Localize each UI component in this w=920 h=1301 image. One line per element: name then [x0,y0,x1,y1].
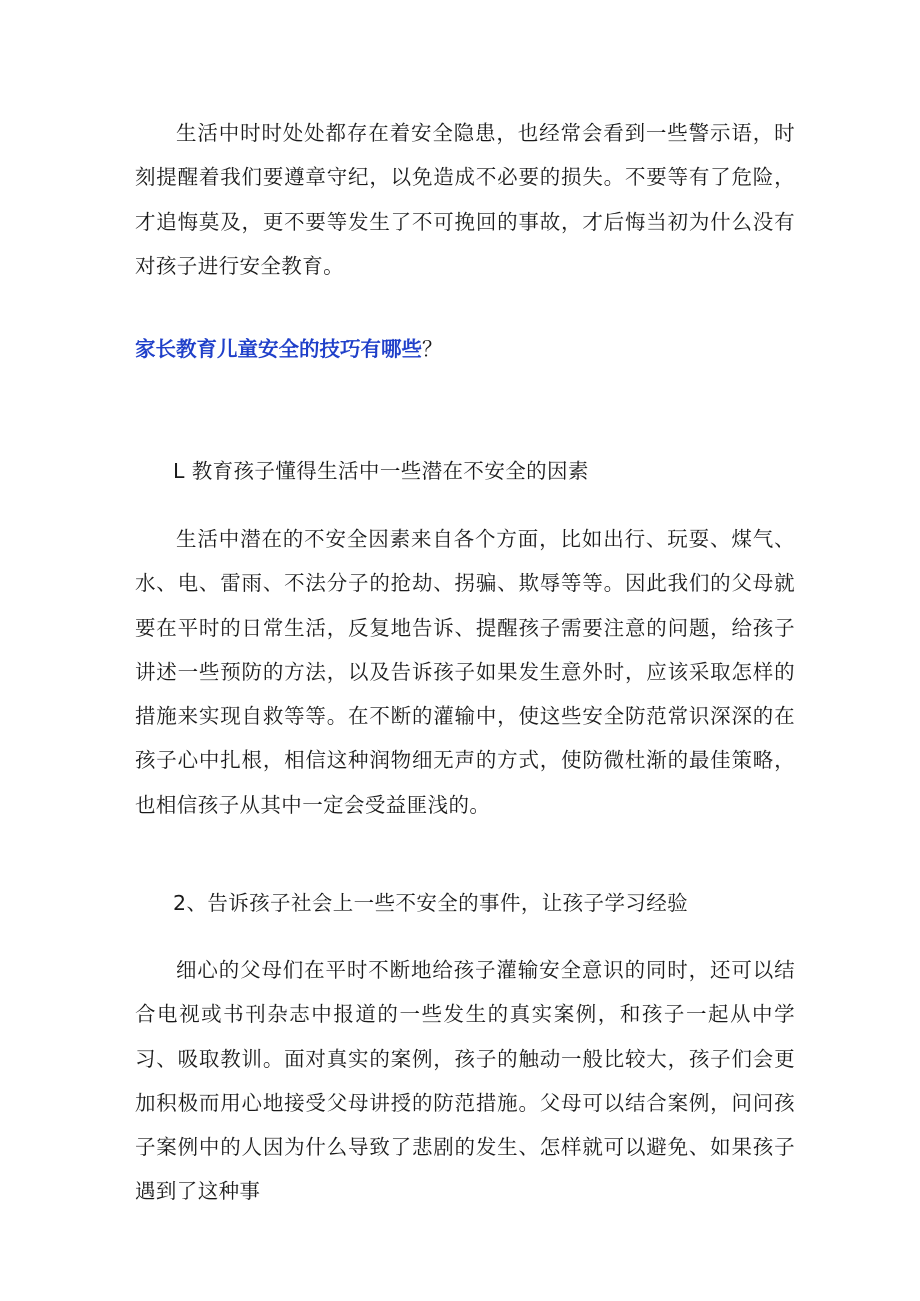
intro-paragraph: 生活中时时处处都存在着安全隐患，也经常会看到一些警示语，时刻提醒着我们要遵章守纪，以免造成不必要的损失。不要等有了危险，才追悔莫及，更不要等发生了不可挽回的事故，才后悔当初为什么没有对孩子进行安全教育。 [135,121,795,278]
section-heading-question-mark: ？ [422,337,443,361]
section-heading [135,334,795,364]
section2-paragraph: 细心的父母们在平时不断地给孩子灌输安全意识的同时，还可以结合电视或书刊杂志中报道的一些发生的真实案例，和孩子一起从中学习、吸取教训。面对真实的案例，孩子的触动一般比较大，孩子们会更加积极而用心地接受父母讲授的防范措施。父母可以结合案例，问问孩子案例中的人因为什么导致了悲剧的发生、怎样就可以避免、如果孩子遇到了这种事 [135,958,795,1204]
section1-paragraph: 生活中潜在的不安全因素来自各个方面，比如出行、玩耍、煤气、水、电、雷雨、不法分子的抢劫、拐骗、欺辱等等。因此我们的父母就要在平时的日常生活，反复地告诉、提醒孩子需要注意的问题，给孩子讲述一些预防的方法，以及告诉孩子如果发生意外时，应该采取怎样的措施来实现自救等等。在不断的灌输中，使这些安全防范常识深深的在孩子心中扎根，相信这种润物细无声的方式，使防微杜渐的最佳策略，也相信孩子从其中一定会受益匪浅的。 [135,527,795,817]
section-heading-text: 家长教育儿童安全的技巧有哪些 [135,337,422,361]
subheading-1: L 教育孩子懂得生活中一些潜在不安全的因素 [173,459,589,483]
subheading-2: 2、告诉孩子社会上一些不安全的事件，让孩子学习经验 [173,891,689,915]
